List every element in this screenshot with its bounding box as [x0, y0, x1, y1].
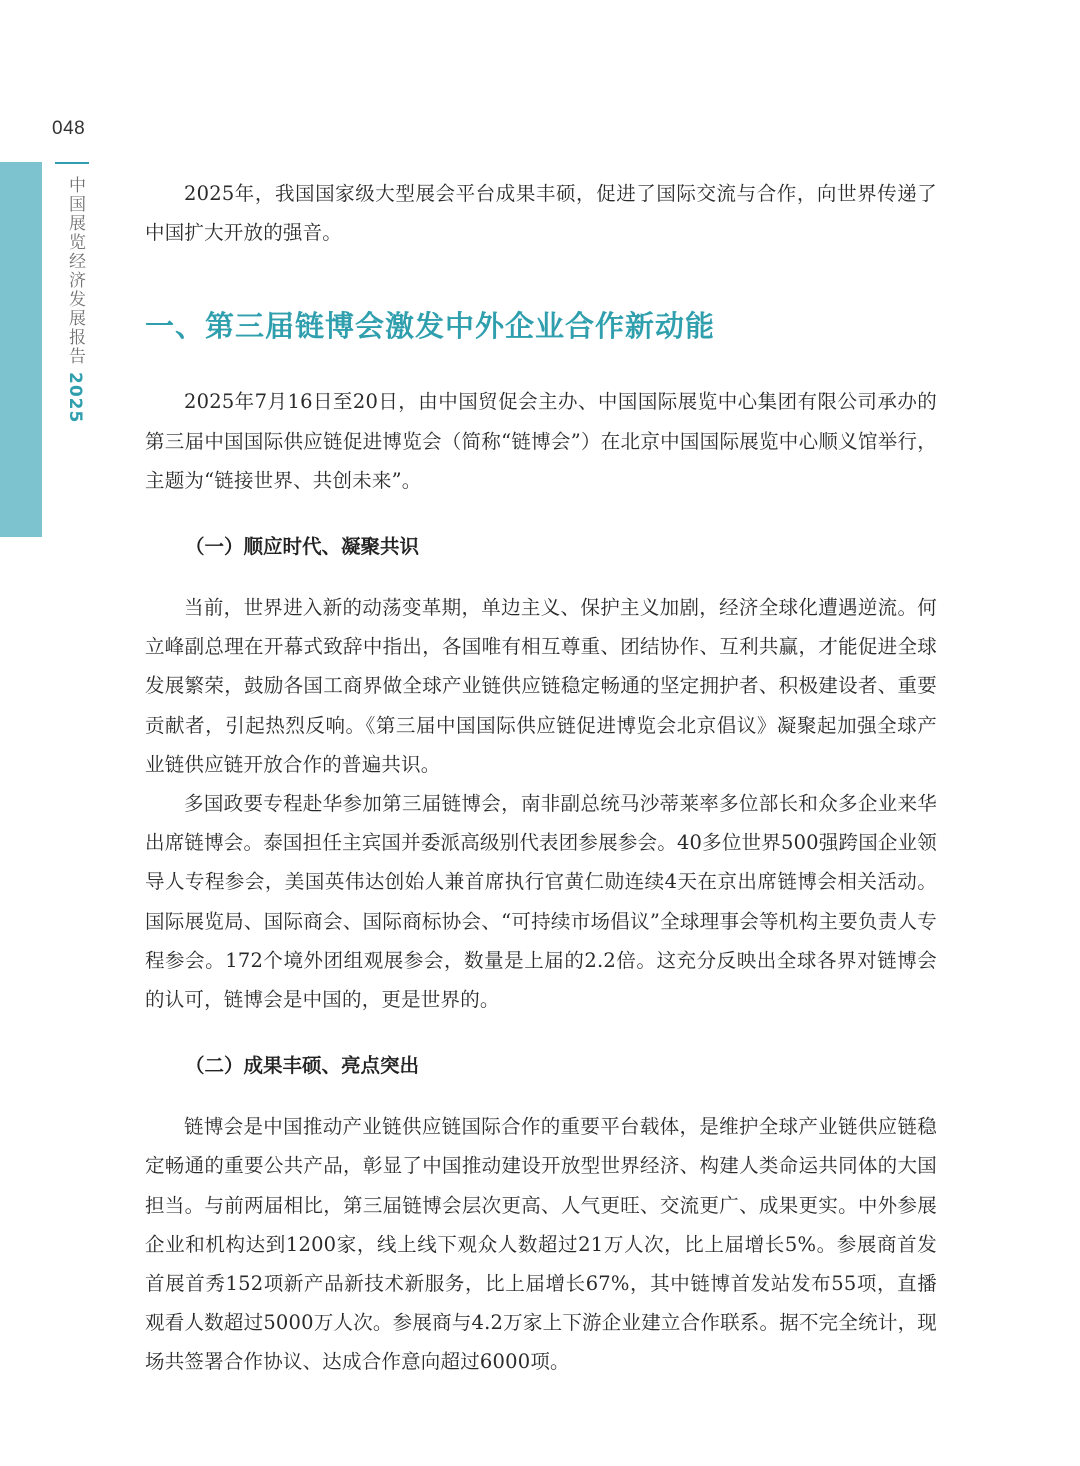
page-content — [145, 174, 937, 1382]
subsection-heading-1: （一）顺应时代、凝聚共识 — [185, 535, 420, 559]
running-head-year: 2025 — [65, 372, 85, 424]
section-lead-paragraph: 2025年7月16日至20日，由中国贸促会主办、中国国际展览中心集团有限公司承办的第三届中国国际供应链促进博览会（简称“链博会”）在北京中国国际展览中心顺义馆举行，主题为“链接世界、共创未来”。 — [145, 390, 937, 492]
body-paragraph: 多国政要专程赴华参加第三届链博会，南非副总统马沙蒂莱率多位部长和众多企业来华出席链博会。泰国担任主宾国并委派高级别代表团参展参会。40多位世界500强跨国企业领导人专程参会，美国英伟达创始人兼首席执行官黄仁勋连续4天在京出席链博会相关活动。国际展览局、国际商会、国际商标协会、“可持续市场倡议”全球理事会等机构主要负责人专程参会。172个境外团组观展参会，数量是上届的2.2倍。这充分反映出全球各界对链博会的认可，链博会是中国的，更是世界的。 — [145, 792, 937, 1012]
body-paragraph: 当前，世界进入新的动荡变革期，单边主义、保护主义加剧，经济全球化遭遇逆流。何立峰副总理在开幕式致辞中指出，各国唯有相互尊重、团结协作、互利共赢，才能促进全球发展繁荣，鼓励各国工商界做全球产业链供应链稳定畅通的坚定拥护者、积极建设者、重要贡献者，引起热烈反响。《第三届中国国际供应链促进博览会北京倡议》凝聚起加强全球产业链供应链开放合作的普遍共识。 — [145, 596, 937, 776]
intro-paragraph: 2025年，我国国家级大型展会平台成果丰硕，促进了国际交流与合作，向世界传递了中国扩大开放的强音。 — [145, 182, 937, 245]
body-paragraph: 链博会是中国推动产业链供应链国际合作的重要平台载体，是维护全球产业链供应链稳定畅通的重要公共产品，彰显了中国推动建设开放型世界经济、构建人类命运共同体的大国担当。与前两届相比，第三届链博会层次更高、人气更旺、交流更广、成果更实。中外参展企业和机构达到1200家，线上线下观众人数超过21万人次，比上届增长5%。参展商首发首展首秀152项新产品新技术新服务，比上届增长67%，其中链博首发站发布55项，直播观看人数超过5000万人次。参展商与4.2万家上下游企业建立合作联系。据不完全统计，现场共签署合作协议、达成合作意向超过6000项。 — [145, 1115, 937, 1374]
section-heading: 一、第三届链博会激发中外企业合作新动能 — [145, 309, 716, 344]
side-color-tab — [0, 162, 42, 537]
page-number: 048 — [52, 118, 86, 139]
running-head-title: 中国展览经济发展报告 — [65, 176, 85, 366]
side-rule — [55, 162, 89, 164]
running-head — [56, 176, 90, 423]
subsection-heading-2: （二）成果丰硕、亮点突出 — [185, 1054, 420, 1078]
